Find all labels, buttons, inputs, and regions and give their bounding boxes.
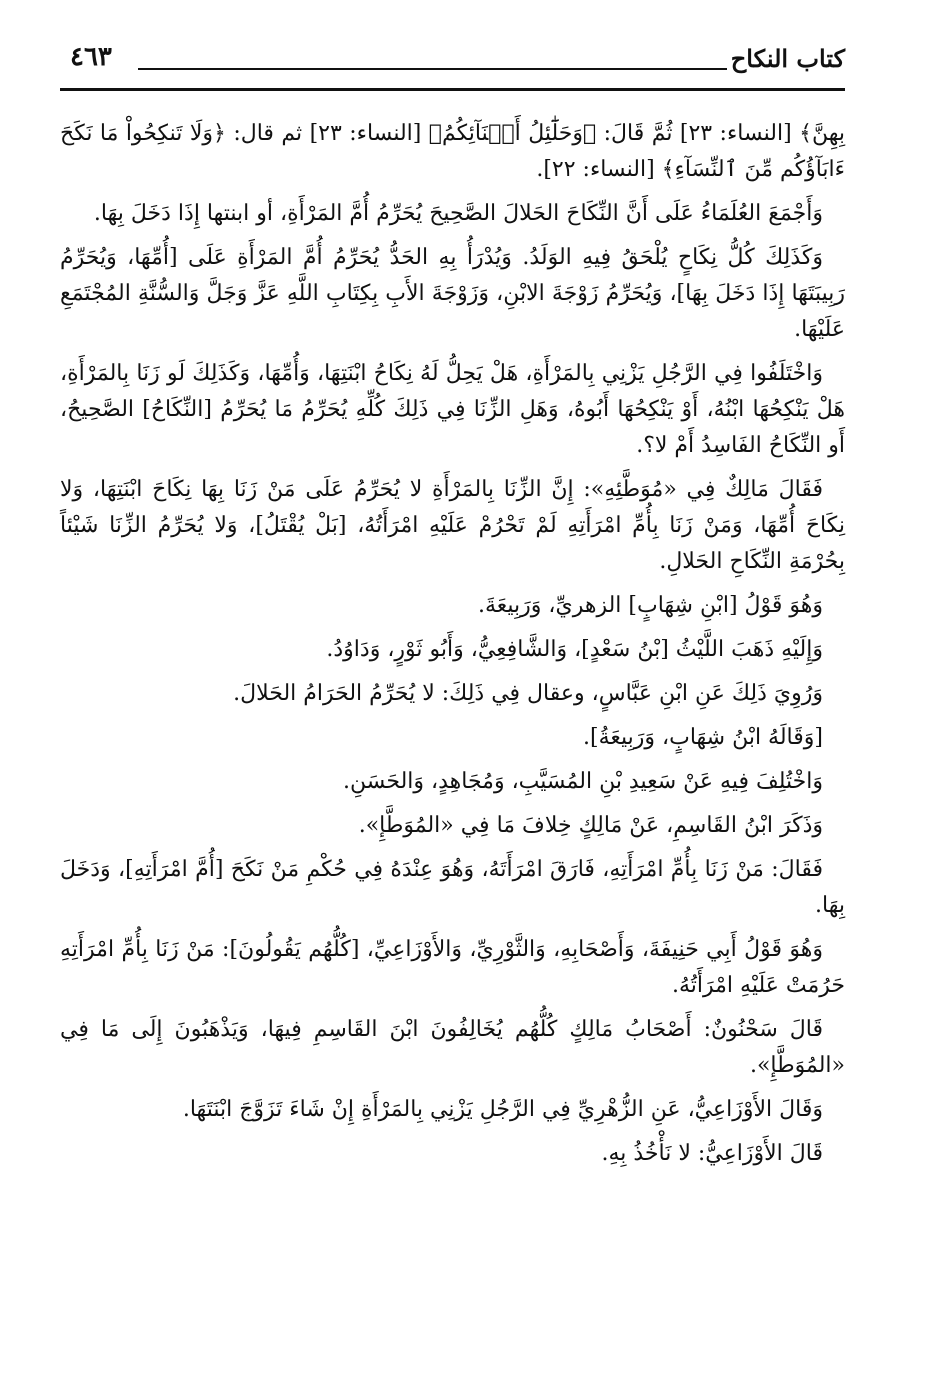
paragraph: فَقَالَ: مَنْ زَنَا بِأُمِّ امْرَأَتِهِ، فَارَقَ امْرَأَتَهُ، وَهُوَ عِنْدَهُ فِي حُكْمِ مَنْ نَكَحَ [أُمَّ امْرَأَتِهِ]، وَدَخَلَ بِهَا. xyxy=(60,857,845,918)
header-rule xyxy=(60,88,845,91)
book-title: كتاب النكاح xyxy=(730,44,845,73)
paragraph: وَقَالَ الأَوْزَاعِيُّ، عَنِ الزُّهْرِيِّ فِي الرَّجُلِ يَزْنِي بِالمَرْأَةِ إِنْ شَاءَ تَزَوَّجَ ابْنَتَهَا. xyxy=(182,1097,823,1122)
paragraph: وَكَذَلِكَ كُلُّ نِكَاحٍ يُلْحَقُ فِيهِ الوَلَدُ. وَيُدْرَأُ بِهِ الحَدُّ يُحَرِّمُ أُمَّ المَرْأَةِ عَلَى [أُمِّهَا، وَيُحَرِّمُ رَبِيبَتَهَا إِذَا دَخَلَ بِهَا]، وَيُحَرِّمُ زَوْجَةَ الابْنِ، وَزَوْجَةَ الأَبِ بِكِتَابِ اللَّهِ عَزَّ وَجَلَّ وَالسُّنَّةِ المُجْتَمَعِ عَلَيْهَا. xyxy=(60,245,845,342)
paragraph: وَاخْتُلِفَ فِيهِ عَنْ سَعِيدِ بْنِ المُسَيَّبِ، وَمُجَاهِدٍ، وَالحَسَنِ. xyxy=(343,769,823,794)
body-text xyxy=(60,116,845,1172)
paragraph: [وَقَالَهُ ابْنُ شِهَابٍ، وَرَبِيعَةُ]. xyxy=(583,725,823,750)
paragraph: وَرُوِيَ ذَلِكَ عَنِ ابْنِ عَبَّاسٍ، وعقال فِي ذَلِكَ: لا يُحَرِّمُ الحَرَامُ الحَلالَ. xyxy=(233,681,823,706)
page-number: ٤٦٣ xyxy=(70,42,112,72)
book-page xyxy=(60,38,845,1368)
paragraph: وَأَجْمَعَ العُلَمَاءُ عَلَى أَنَّ النِّكَاحَ الحَلالَ الصَّحِيحَ يُحَرِّمُ أُمَّ المَرْأَةِ، أو ابنتها إِذَا دَخَلَ بِهَا. xyxy=(93,201,823,226)
paragraph: بِهِنَّ﴾ [النساء: ٢٣] ثُمَّ قَالَ: ﴿وَحَلَٰٓئِلُ أَبۡنَآئِكُمُ﴾ [النساء: ٢٣] ثم قال: ﴿وَلَا تَنكِحُواْ مَا نَكَحَ ءَابَآؤُكُم مِّنَ ٱلنِّسَآءِ﴾ [النساء: ٢٢]. xyxy=(60,121,845,182)
page-header xyxy=(60,38,845,88)
paragraph: فَقَالَ مَالِكٌ فِي «مُوَطَّئِهِ»: إِنَّ الزِّنَا بِالمَرْأَةِ لا يُحَرِّمُ عَلَى مَنْ زَنَا بِهَا نِكَاحَ ابْنَتِهَا، وَلا نِكَاحَ أُمِّهَا، وَمَنْ زَنَا بِأُمِّ امْرَأَتِهِ لَمْ تَحْرُمْ عَلَيْهِ امْرَأَتُهُ، [بَلْ يُقْتَلُ]، وَلا يُحَرِّمُ الزِّنَا شَيْئاً بِحُرْمَةِ النِّكَاحِ الحَلالِ. xyxy=(60,477,845,574)
paragraph: وَهُوَ قَوْلُ [ابْنِ شِهَابٍ] الزهريِّ، وَرَبِيعَةَ. xyxy=(478,593,823,618)
header-dash xyxy=(138,68,727,70)
paragraph: وَإِلَيْهِ ذَهَبَ اللَّيْثُ [بْنُ سَعْدٍ]، وَالشَّافِعِيُّ، وَأَبُو ثَوْرٍ، وَدَاوُدُ. xyxy=(326,637,823,662)
paragraph: قَالَ الأَوْزَاعِيُّ: لا نَأْخُذُ بِهِ. xyxy=(601,1141,823,1166)
paragraph: وَذَكَرَ ابْنُ القَاسِمِ، عَنْ مَالِكٍ خِلافَ مَا فِي «المُوَطَّإِ». xyxy=(358,813,823,838)
paragraph: وَهُوَ قَوْلُ أَبِي حَنِيفَةَ، وَأَصْحَابِهِ، وَالثَّوْرِيِّ، وَالأَوْزَاعِيِّ، [كُلُّهُم يَقُولُونَ]: مَنْ زَنَا بِأُمِّ امْرَأَتِهِ حَرُمَتْ عَلَيْهِ امْرَأَتُهُ. xyxy=(60,937,845,998)
paragraph: وَاخْتَلَفُوا فِي الرَّجُلِ يَزْنِي بِالمَرْأَةِ، هَلْ يَحِلُّ لَهُ نِكَاحُ ابْنَتِهَا، وَأُمِّهَا، وَكَذَلِكَ لَو زَنَا بِالمَرْأَةِ، هَلْ يَنْكِحُهَا ابْنُهُ، أَوْ يَنْكِحُهَا أَبُوهُ، وَهَلِ الزِّنَا فِي ذَلِكَ كُلِّهِ يُحَرِّمُ مَا يُحَرِّمُ [النِّكَاحُ] الصَّحِيحُ، أَو النِّكَاحُ الفَاسِدُ أَمْ لا؟. xyxy=(60,361,845,458)
paragraph: قَالَ سَحْنُونٌ: أَصْحَابُ مَالِكٍ كُلُّهُم يُخَالِفُونَ ابْنَ القَاسِمِ فِيهَا، وَيَذْهَبُونَ إِلَى مَا فِي «المُوَطَّإِ». xyxy=(60,1017,845,1078)
